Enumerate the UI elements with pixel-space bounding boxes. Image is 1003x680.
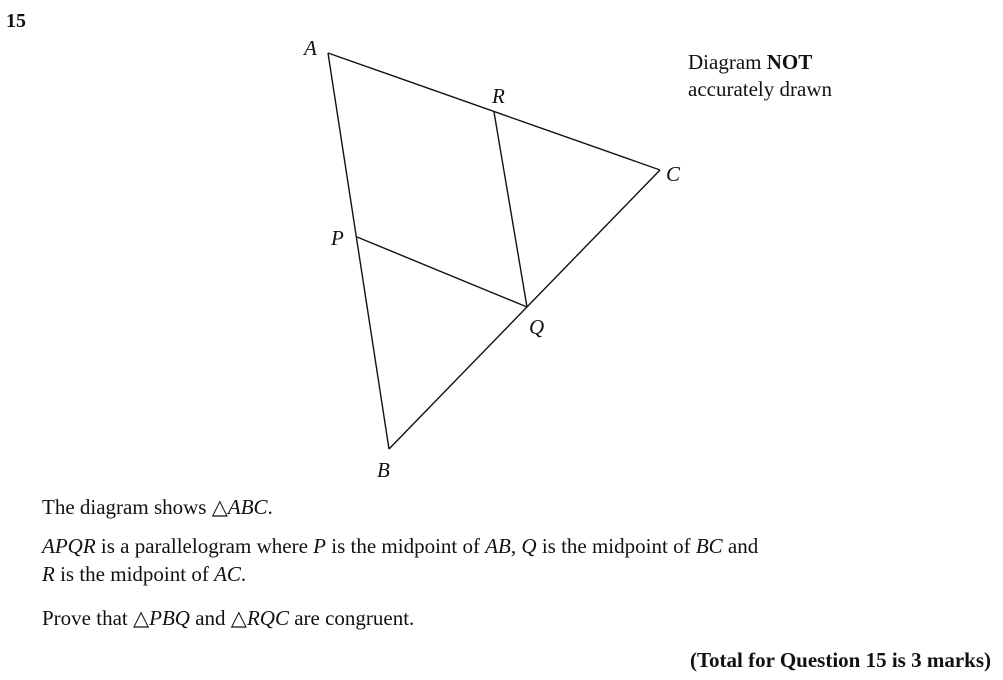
- question-number: 15: [6, 10, 26, 32]
- segment-rq: [494, 112, 527, 307]
- text: is the midpoint of: [54, 562, 215, 586]
- triangle-symbol: △: [132, 606, 150, 630]
- label-q: Q: [529, 315, 545, 339]
- paragraph-1: [42, 493, 273, 521]
- text: is a parallelogram where: [95, 534, 314, 558]
- math: BC: [695, 534, 723, 558]
- math: ABC: [227, 495, 268, 519]
- total-marks: (Total for Question 15 is 3 marks): [689, 648, 991, 672]
- math: AC: [214, 562, 241, 586]
- text: ,: [510, 534, 522, 558]
- note-text: Diagram: [688, 50, 767, 74]
- side-ab: [328, 53, 389, 449]
- text: The diagram shows: [42, 495, 212, 519]
- label-a: A: [304, 36, 317, 60]
- math: PBQ: [149, 606, 190, 630]
- side-bc: [389, 170, 660, 449]
- math: RQC: [246, 606, 289, 630]
- math: APQR: [42, 534, 96, 558]
- side-ac: [328, 53, 660, 170]
- text: and: [722, 534, 759, 558]
- segment-pq: [357, 237, 527, 307]
- label-c: C: [666, 162, 681, 186]
- label-b: B: [377, 458, 390, 482]
- note-line2: accurately drawn: [688, 77, 832, 101]
- math: Q: [521, 534, 537, 558]
- math: P: [313, 534, 326, 558]
- note-bold: NOT: [766, 50, 813, 74]
- math: R: [42, 562, 55, 586]
- text: .: [267, 495, 273, 519]
- math: AB: [485, 534, 511, 558]
- paragraph-3: [42, 604, 414, 632]
- paragraph-2: [42, 532, 758, 588]
- text: .: [240, 562, 247, 586]
- triangle-symbol: △: [211, 495, 228, 519]
- triangle-symbol: △: [230, 606, 247, 630]
- text: are congruent.: [288, 606, 415, 630]
- text: and: [189, 606, 231, 630]
- text: is the midpoint of: [325, 534, 486, 558]
- text: Prove that: [42, 606, 133, 630]
- text: is the midpoint of: [536, 534, 696, 558]
- label-p: P: [331, 226, 344, 250]
- diagram-note: [688, 49, 832, 103]
- label-r: R: [492, 84, 505, 108]
